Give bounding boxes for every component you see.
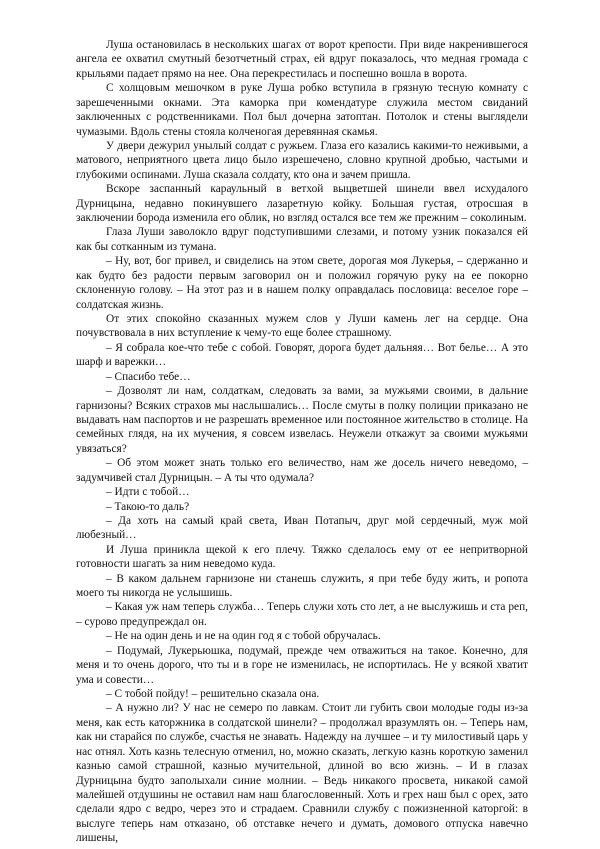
paragraph-13: – Такою-то даль?: [106, 500, 190, 513]
paragraph-4: Вскоре заспанный караульный в ветхой выцветшей шинели ввел исхудалого Дурницына, недавно покинувшего лазаретную койку. Большая густая, отросшая в заключении борода изменила его облик, но взгляд остался все тем же прежним – соколиным.: [76, 183, 528, 225]
paragraph-16: – В каком дальнем гарнизоне ни станешь служить, я при тебе буду жить, и ропота моего ты никогда не услышишь.: [76, 572, 528, 600]
paragraph-6: – Ну, вот, бог привел, и свиделись на этом свете, дорогая моя Лукерья, – сдержанно и как будто без радости первым заговорил он и положил горячую руку на ее покорно склоненную голову. – На этот раз и в нашем полку оправдалась пословица: веселое горе – солдатская жизнь.: [76, 255, 528, 311]
paragraph-5: Глаза Луши заволокло вдруг подступившими слезами, и потому узник показался ей как бы сотканным из тумана.: [76, 226, 528, 253]
paragraph-15: И Луша приникла щекой к его плечу. Тяжко сделалось ему от ее непритворной готовности шагать за ним неведомо куда.: [76, 543, 528, 571]
document-page: [76, 38, 528, 846]
paragraph-20: – С тобой пойду! – решительно сказала она.: [106, 687, 320, 700]
paragraph-11: – Об этом может знать только его величество, нам же досель ничего неведомо, – задумчивей стал Дурницын. – А ты что одумала?: [76, 457, 528, 484]
paragraph-18: – Не на один день и не на один год я с тобой обручалась.: [106, 630, 381, 643]
paragraph-19: – Подумай, Лукерьюшка, подумай, прежде чем отважиться на такое. Конечно, для меня и то очень дорого, что ты и в горе не изменилась, не испортилась. Не у всякой хватит ума и совести…: [76, 644, 528, 686]
paragraph-12: – Идти с тобой…: [106, 486, 190, 499]
paragraph-10: – Дозволят ли нам, солдаткам, следовать за вами, за мужьями своими, в дальние гарнизоны? Всяких страхов мы наслышались… После смуты в полку полиции приказано не выдавать нам паспортов и не разрешать временное или постоянное жительство в столице. На семейных глядя, на их мучения, я совсем извелась. Неужели откажут за своими мужьями увязаться?: [76, 385, 528, 455]
paragraph-9: – Спасибо тебе…: [106, 370, 191, 383]
paragraph-21: – А нужно ли? У нас не семеро по лавкам. Стоит ли губить свои молодые годы из-за меня, как есть каторжника в солдатской шинели? – продолжал вразумлять он. – Теперь нам, как ни старайся по службе, счастья не знавать. Надежду на лучшее – и ту милостивый царь у нас отнял. Хоть казнь телесную отменил, но, можно сказать, легкую казнь короткую заменил казнью самой страшной, казнью мучительной, длиной во всю жизнь. – И в глазах Дурницына будто заполыхали синие молнии. – Ведь никакого просвета, никакой самой малейшей отдушины не оставил нам наш благословенный. Хоть и грех наш был с орех, зато сделали ядро с ведро, через это и страдаем. Сравнили службу с пожизненной каторгой: в выслуге теперь нам отказано, об отставке нечего и думать, домового отпуска навечно лишены,: [76, 702, 528, 845]
paragraph-8: – Я собрала кое-что тебе с собой. Говорят, дорога будет дальняя… Вот белье… А это шарф и варежки…: [76, 341, 528, 369]
paragraph-14: – Да хоть на самый край света, Иван Потапыч, друг мой сердечный, муж мой любезный…: [76, 514, 528, 542]
paragraph-17: – Какая уж нам теперь служба… Теперь служи хоть сто лет, а не выслужишь и ста реп, – сурово предупреждал он.: [76, 601, 528, 628]
paragraph-1: Луша остановилась в нескольких шагах от ворот крепости. При виде накренившегося ангела ее охватил смутный безотчетный страх, ей вдруг показалось, что медная громада с крыльями падает прямо на нее. Она перекрестилась и поспешно вошла в ворота.: [76, 39, 528, 80]
paragraph-3: У двери дежурил унылый солдат с ружьем. Глаза его казались какими-то неживыми, а матового, неприятного цвета лицо было изрешечено, словно крупной дробью, частыми и глубокими оспинами. Луша сказала солдату, кто она и зачем пришла.: [76, 139, 528, 181]
paragraph-2: С холщовым мешочком в руке Луша робко вступила в грязную тесную комнату с зарешеченными окнами. Эта каморка при комендатуре служила местом свиданий заключенных с родственниками. Пол был дочерна затоптан. Потолок и стены выглядели чумазыми. Вдоль стены стояла колченогая деревянная скамья.: [76, 82, 528, 138]
paragraph-7: От этих спокойно сказанных мужем слов у Луши камень лег на сердце. Она почувствовала в них вступление к чему-то еще более страшному.: [76, 313, 528, 340]
